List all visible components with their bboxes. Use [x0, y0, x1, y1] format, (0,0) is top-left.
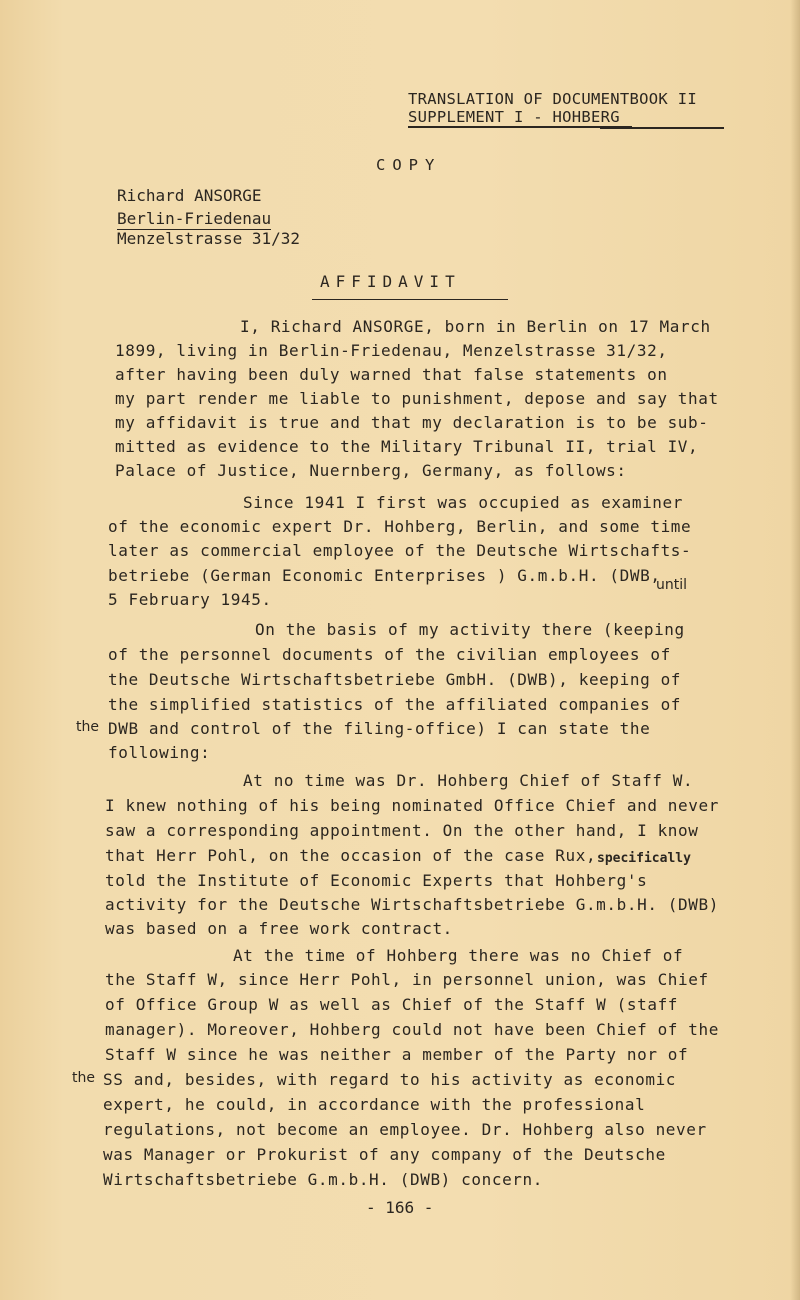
affidavit-underline — [312, 299, 508, 300]
text-line: was Manager or Prokurist of any company of the Deutsche — [103, 1145, 666, 1164]
header-subtitle: SUPPLEMENT I - HOHBERG — [408, 108, 620, 126]
text-line: At the time of Hohberg there was no Chief of — [233, 946, 684, 965]
text-line: expert, he could, in accordance with the professional — [103, 1095, 646, 1114]
text-line: manager). Moreover, Hohberg could not have been Chief of the — [105, 1020, 719, 1039]
copy-label: COPY — [376, 156, 442, 174]
text-line: told the Institute of Economic Experts that Hohberg's — [105, 871, 648, 890]
margin-the-1: the — [76, 719, 99, 735]
text-line: my affidavit is true and that my declaration is to be sub- — [115, 413, 709, 432]
text-line: 1899, living in Berlin-Friedenau, Menzelstrasse 31/32, — [115, 341, 668, 360]
text-line: Wirtschaftsbetriebe G.m.b.H. (DWB) concern. — [103, 1170, 544, 1189]
text-line: Palace of Justice, Nuernberg, Germany, as follows: — [115, 461, 627, 480]
text-line: Since 1941 I first was occupied as examiner — [243, 493, 684, 512]
text-line: I knew nothing of his being nominated Office Chief and never — [105, 796, 719, 815]
text-line: was based on a free work contract. — [105, 919, 453, 938]
text-line: regulations, not become an employee. Dr. Hohberg also never — [103, 1120, 707, 1139]
text-line: I, Richard ANSORGE, born in Berlin on 17 March — [240, 317, 711, 336]
text-line: my part render me liable to punishment, depose and say that — [115, 389, 719, 408]
sender-name: Richard ANSORGE — [117, 186, 262, 205]
header-underline-1 — [408, 126, 632, 128]
text-line: following: — [108, 743, 211, 762]
page-number: - 166 - — [366, 1198, 434, 1217]
text-line: of the personnel documents of the civilian employees of — [108, 645, 671, 664]
header-underline-2 — [600, 127, 724, 129]
sender-city: Berlin-Friedenau — [117, 209, 272, 228]
text-line: the Deutsche Wirtschaftsbetriebe GmbH. (DWB), keeping of — [108, 670, 682, 689]
text-line: the simplified statistics of the affiliated companies of — [108, 695, 682, 714]
text-line: betriebe (German Economic Enterprises ) G.m.b.H. (DWB, — [108, 566, 661, 585]
text-line: At no time was Dr. Hohberg Chief of Staff W. — [243, 771, 694, 790]
text-line: that Herr Pohl, on the occasion of the case Rux, — [105, 846, 597, 865]
text-line: On the basis of my activity there (keeping — [255, 620, 685, 639]
margin-the-2: the — [72, 1070, 95, 1086]
header-title: TRANSLATION OF DOCUMENTBOOK II — [408, 90, 697, 108]
sender-street: Menzelstrasse 31/32 — [117, 229, 301, 248]
text-line: of Office Group W as well as Chief of the Staff W (staff — [105, 995, 679, 1014]
text-line: DWB and control of the filing-office) I can state the — [108, 719, 651, 738]
typed-over-specifically: specifically — [597, 851, 691, 866]
handwritten-until: until — [656, 577, 688, 593]
text-line: Staff W since he was neither a member of the Party nor of — [105, 1045, 689, 1064]
text-line: the Staff W, since Herr Pohl, in personnel union, was Chief — [105, 970, 709, 989]
text-line: SS and, besides, with regard to his activity as economic — [103, 1070, 677, 1089]
text-line: 5 February 1945. — [108, 590, 272, 609]
text-line: activity for the Deutsche Wirtschaftsbetriebe G.m.b.H. (DWB) — [105, 895, 719, 914]
affidavit-title: AFFIDAVIT — [320, 272, 461, 291]
text-line: after having been duly warned that false statements on — [115, 365, 668, 384]
text-line: of the economic expert Dr. Hohberg, Berlin, and some time — [108, 517, 692, 536]
text-line: saw a corresponding appointment. On the other hand, I know — [105, 821, 699, 840]
text-line: mitted as evidence to the Military Tribunal II, trial IV, — [115, 437, 699, 456]
text-line: later as commercial employee of the Deutsche Wirtschafts- — [108, 541, 692, 560]
